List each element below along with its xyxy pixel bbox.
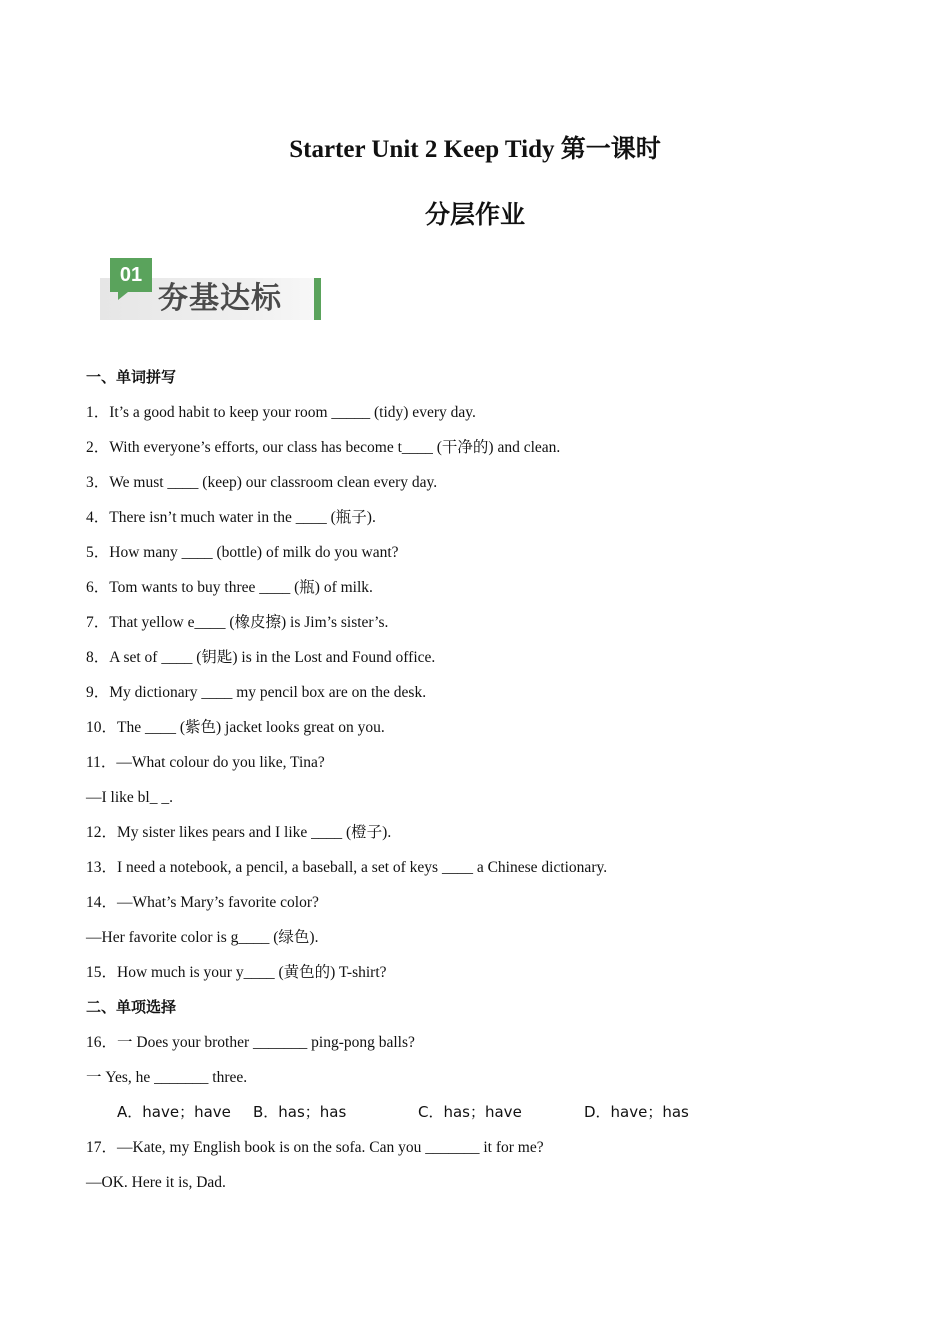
question-11-answer: —I like bl_ _. bbox=[86, 789, 173, 806]
question-14: 14．—What’s Mary’s favorite color? bbox=[86, 894, 319, 911]
worksheet-content bbox=[86, 366, 886, 1206]
question-16-response: 一 Yes, he _______ three. bbox=[86, 1069, 248, 1086]
question-3: 3．We must ____ (keep) our classroom clean every day. bbox=[86, 474, 438, 491]
question-8: 8．A set of ____ (钥匙) is in the Lost and Found office. bbox=[86, 649, 436, 666]
question-17: 17．—Kate, my English book is on the sofa. Can you _______ it for me? bbox=[86, 1139, 544, 1156]
option-b: B．has；has bbox=[253, 1103, 347, 1121]
question-10: 10．The ____ (紫色) jacket looks great on you. bbox=[86, 719, 385, 736]
badge-accent-bar bbox=[314, 278, 321, 320]
question-2: 2．With everyone’s efforts, our class has become t____ (干净的) and clean. bbox=[86, 439, 561, 456]
section-heading-spelling: 一、单词拼写 bbox=[86, 368, 177, 386]
question-12: 12．My sister likes pears and I like ____ (橙子). bbox=[86, 824, 392, 841]
page-title: Starter Unit 2 Keep Tidy 第一课时 bbox=[289, 136, 661, 163]
page-subtitle: 分层作业 bbox=[424, 202, 525, 229]
option-d: D．have；has bbox=[584, 1103, 689, 1121]
question-11: 11．—What colour do you like, Tina? bbox=[86, 754, 325, 771]
question-15: 15．How much is your y____ (黄色的) T-shirt? bbox=[86, 964, 387, 981]
question-14-answer: —Her favorite color is g____ (绿色). bbox=[86, 929, 319, 946]
question-13: 13．I need a notebook, a pencil, a baseball, a set of keys ____ a Chinese dictionary. bbox=[86, 859, 608, 876]
section-heading-choice: 二、单项选择 bbox=[86, 998, 177, 1016]
question-5: 5．How many ____ (bottle) of milk do you want? bbox=[86, 544, 399, 561]
question-1: 1．It’s a good habit to keep your room _____ (tidy) every day. bbox=[86, 404, 476, 421]
option-a: A．have；have bbox=[117, 1103, 231, 1121]
badge-label: 夯基达标 bbox=[158, 281, 282, 316]
badge-number: 01 bbox=[110, 258, 152, 292]
question-16: 16．一 Does your brother _______ ping-pong balls? bbox=[86, 1034, 415, 1051]
question-17-response: —OK. Here it is, Dad. bbox=[86, 1174, 226, 1191]
option-c: C．has；have bbox=[418, 1103, 522, 1121]
question-7: 7．That yellow e____ (橡皮擦) is Jim’s sister’s. bbox=[86, 614, 389, 631]
question-16-options bbox=[86, 1101, 886, 1136]
question-6: 6．Tom wants to buy three ____ (瓶) of milk. bbox=[86, 579, 373, 596]
question-9: 9．My dictionary ____ my pencil box are on the desk. bbox=[86, 684, 427, 701]
question-4: 4．There isn’t much water in the ____ (瓶子). bbox=[86, 509, 376, 526]
section-badge bbox=[100, 258, 324, 322]
